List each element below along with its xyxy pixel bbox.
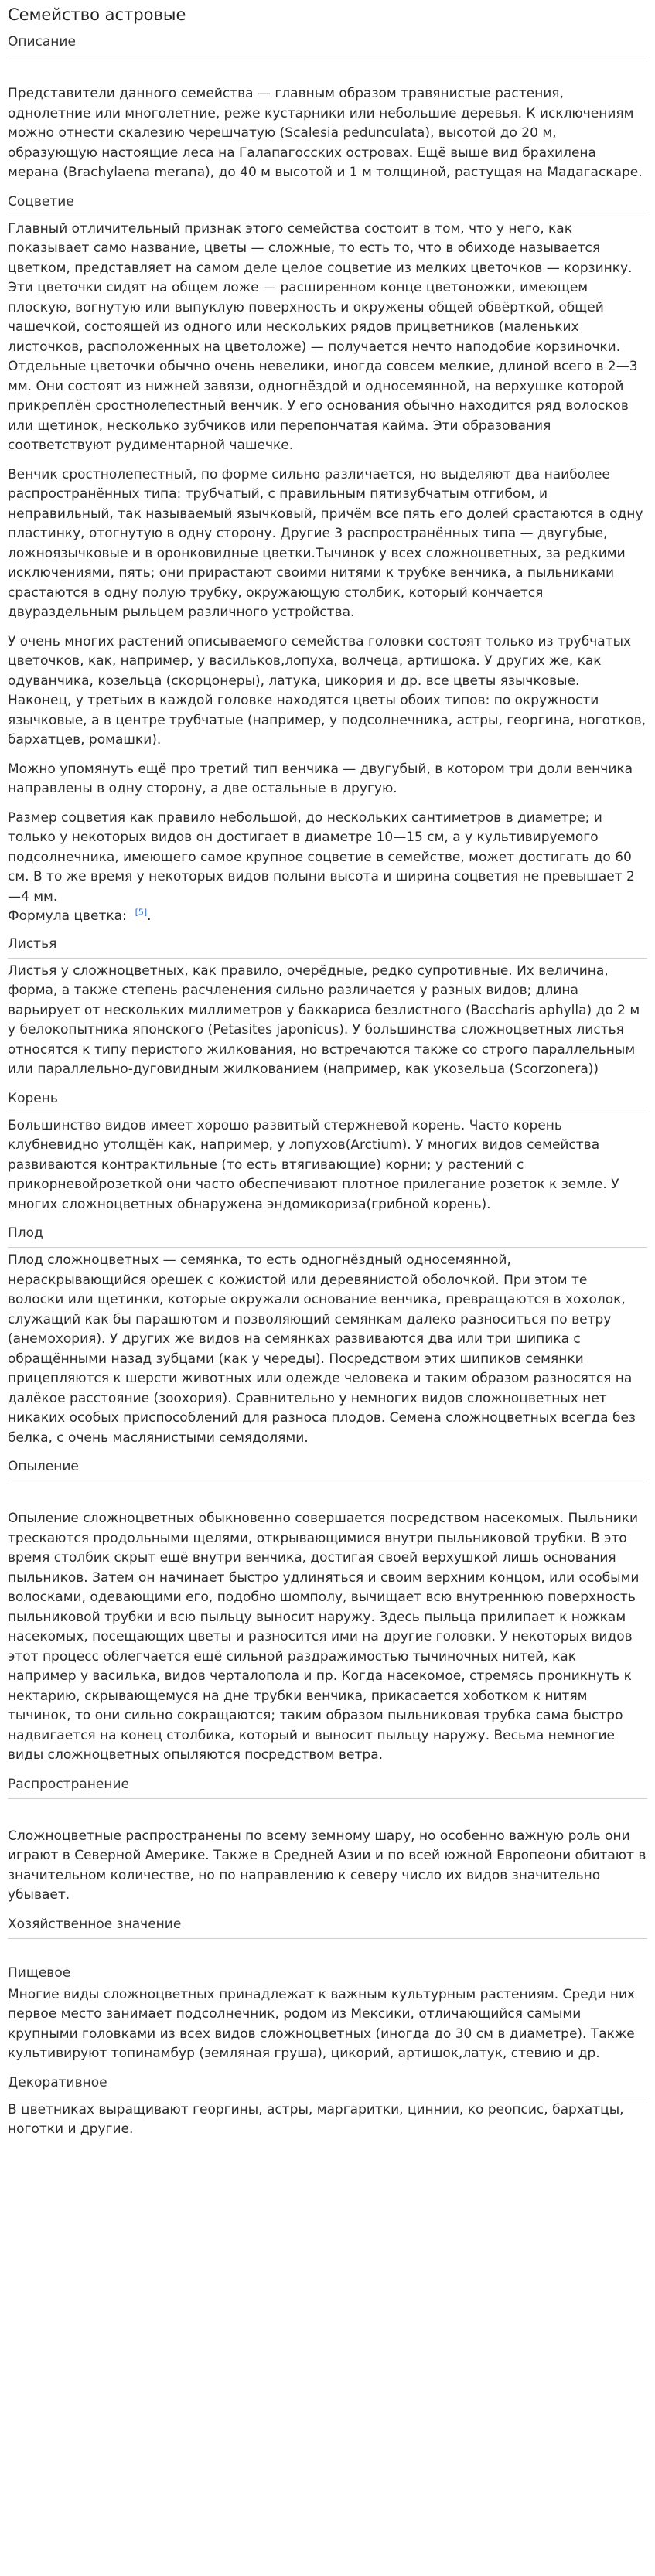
flower-formula-label: Формула цветка: [8, 908, 127, 924]
root-paragraph: Большинство видов имеет хорошо развитый стержневой корень. Часто корень клубневидно утолщён как, например, у лопухов(Arctium). У многих видов семейства развиваются контрактильные (то есть втягивающие) корни; у растений с прикорневойрозеткой они часто обеспечивают плотное прилегание розеток к земле. У многих сложноцветных обнаружена эндомикориза(грибной корень). [8, 1117, 619, 1212]
inflorescence-paragraph-1: Главный отличительный признак этого семейства состоит в том, что у него, как показывает само название, цветы — сложные, то есть то, что в обиходе называется цветком, представляет на самом деле целое соцветие из мелких цветочков — корзинку. Эти цветочки сидят на общем ложе — расширенном конце цветоножки, имеющем плоскую, вогнутую или выпуклую поверхность и окружены общей обвёрткой, общей чашечкой, состоящей из одного или нескольких рядов прицветников (маленьких листочков, расположенных на цветоложе) — получается нечто наподобие корзиночки. Отдельные цветочки обычно очень невелики, иногда совсем мелкие, длиной всего в 2—3 мм. Они состоят из нижней завязи, одногнёздой и односемянной, на верхушке которой прикреплён сростнолепестный венчик. У его основания обычно находится ряд волосков или щетинок, несколько зубчиков или перепончатая кайма. Эти образования соответствуют рудиментарной чашечке. [8, 220, 638, 453]
section-heading-description: Описание [8, 32, 647, 56]
spacer [8, 1942, 647, 1959]
decorative-paragraph: В цветниках выращивают георгины, астры, маргаритки, циннии, ко реопсис, бархатцы, ноготки и другие. [8, 2101, 624, 2137]
section-heading-leaves: Листья [8, 935, 647, 959]
pollination-paragraph: Опыление сложноцветных обыкновенно совершается посредством насекомых. Пыльники трескаются продольными щелями, открывающимися внутри пыльниковой трубки. В это время столбик скрыт ещё внутри венчика, достигая своей верхушкой лишь основания пыльников. Затем он начинает быстро удлиняться и своим верхним концом, или особыми волосками, одевающими его, подобно шомполу, вычищает всю внутреннюю поверхность пыльниковой трубки и всю пыльцу выносит наружу. Здесь пыльца прилипает к ножкам насекомых, посещающих цветы и разносится ими на другие головки. У некоторых видов этот процесс облегчается ещё сильной раздражимостью тычиночных нитей, как например у василька, видов черталопола и пр. Когда насекомое, стремясь проникнуть к нектарию, скрывающемуся на дне трубки венчика, прикасается хоботком к нитям тычинок, то они сильно сокращаются; таким образом пыльниковая трубка сама быстро надвигается на конец столбика, который и выносит пыльцу наружу. Весьма немногие виды сложноцветных опыляются посредством ветра. [8, 1511, 640, 1763]
inflorescence-paragraph-3: У очень многих растений описываемого семейства головки состоят только из трубчатых цветочков, как, например, у васильков,лопуха, волчеца, артишока. У других же, как одуванчика, козельца (скорцонеры), латука, цикория и др. все цветы язычковые. Наконец, у третьих в каждой головке находятся цветы обоих типов: по окружности язычковые, а в центре трубчатые (например, у подсолнечника, астры, георгина, ноготков, бархатцев, ромашки). [8, 633, 646, 748]
food-paragraph: Многие виды сложноцветных принадлежат к важным культурным растениям. Среди них первое место занимает подсолнечник, родом из Мексики, отличающийся самыми крупными головками из всех видов сложноцветных (иногда до 30 см в диаметре). Также культивируют топинамбур (земляная груша), цикорий, артишок,латук, стевию и др. [8, 1986, 636, 2061]
subheading-decorative: Декоративное [8, 2073, 647, 2097]
description-paragraph: Представители данного семейства — главным образом травянистые растения, однолетние или многолетние, реже кустарники или небольшие деревья. К исключениям можно отнести скалезию черешчатую (Scalesia pedunculata), высотой до 20 м, образующую настоящие леса на Галапагосских островах. Ещё выше вид брахилена мерана (Brachylaena merana), до 40 м высотой и 1 м толщиной, растущая на Мадагаскаре. [8, 86, 643, 180]
flower-formula-end: . [147, 908, 152, 924]
inflorescence-paragraph-2: Венчик сростнолепестный, по форме сильно различается, но выделяют два наиболее распространённых типа: трубчатый, с правильным пятизубчатым отгибом, и неправильный, так называемый язычковый, причём все пять его долей срастаются в одну пластинку, отогнутую в одну сторону. Другие 3 распространённых типа — двугубые, ложноязычковые и в оронковидные цветки.Тычинок у всех сложноцветных, за редкими исключениями, пять; они прирастают своими нитями к трубке венчика, а пыльниками срастаются в одну полую трубку, окружающую столбик, который кончается двураздельным рыльцем различного устройства. [8, 466, 643, 620]
page-title: Семейство астровые [8, 5, 186, 24]
section-heading-pollination: Опыление [8, 1457, 647, 1481]
flower-formula-line [8, 907, 647, 927]
distribution-paragraph: Сложноцветные распространены по всему земному шару, но особенно важную роль они играют в Северной Америке. Также в Средней Азии и по всей южной Европеони обитают в значительном количестве, но по направлению к северу число их видов значительно убывает. [8, 1828, 646, 1903]
section-heading-fruit: Плод [8, 1224, 647, 1248]
inflorescence-paragraph-5: Размер соцветия как правило небольшой, до нескольких сантиметров в диаметре; и только у некоторых видов он достигает в диаметре 10—15 см, а у культивируемого подсолнечника, имеющего самое крупное соцветие в семействе, может достигать до 60 см. В то же время у некоторых видов полыни высота и ширина соцветия не превышает 2—4 мм. [8, 809, 635, 905]
section-heading-economic: Хозяйственное значение [8, 1915, 647, 1939]
section-heading-root: Корень [8, 1089, 647, 1113]
section-heading-inflorescence: Соцветие [8, 193, 647, 216]
subheading-food: Пищевое [8, 1964, 71, 1981]
inflorescence-paragraph-4: Можно упомянуть ещё про третий тип венчика — двугубый, в котором три доли венчика направлены в одну сторону, а две остальные в другую. [8, 761, 633, 796]
reference-link[interactable]: [5] [135, 907, 148, 918]
fruit-paragraph: Плод сложноцветных — семянка, то есть одногнёздный односемянной, нераскрывающийся орешек с кожистой или деревянистой оболочкой. При этом те волоски или щетинки, которые окружали основание венчика, превращаются в хохолок, служащий как бы парашютом и позволяющий семянкам далеко разноситься по ветру (анемохория). У других же видов на семянках развиваются два или три шипика с обращёнными назад зубцами (как у череды). Посредством этих шипиков семянки прицепляются к шерсти животных или одежде человека и таким образом разносятся на далёкое расстояние (зоохория). Сравнительно у немногих видов сложноцветных нет никаких особых приспособлений для разноса плодов. Семена сложноцветных всегда без белка, с очень маслянистыми семядолями. [8, 1252, 636, 1446]
leaves-paragraph: Листья у сложноцветных, как правило, очерёдные, редко супротивные. Их величина, форма, а также степень расчленения сильно различается у разных видов; длина варьирует от нескольких миллиметров у баккариса безлистного (Baccharis aphylla) до 2 м у белокопытника японского (Petasites japonicus). У большинства сложноцветных листья относятся к типу перистого жилкования, но встречаются также со строго параллельным или параллельно-дуговидным жилкованием (например, как укозельца (Scorzonera)) [8, 963, 640, 1077]
section-heading-distribution: Распространение [8, 1775, 647, 1799]
